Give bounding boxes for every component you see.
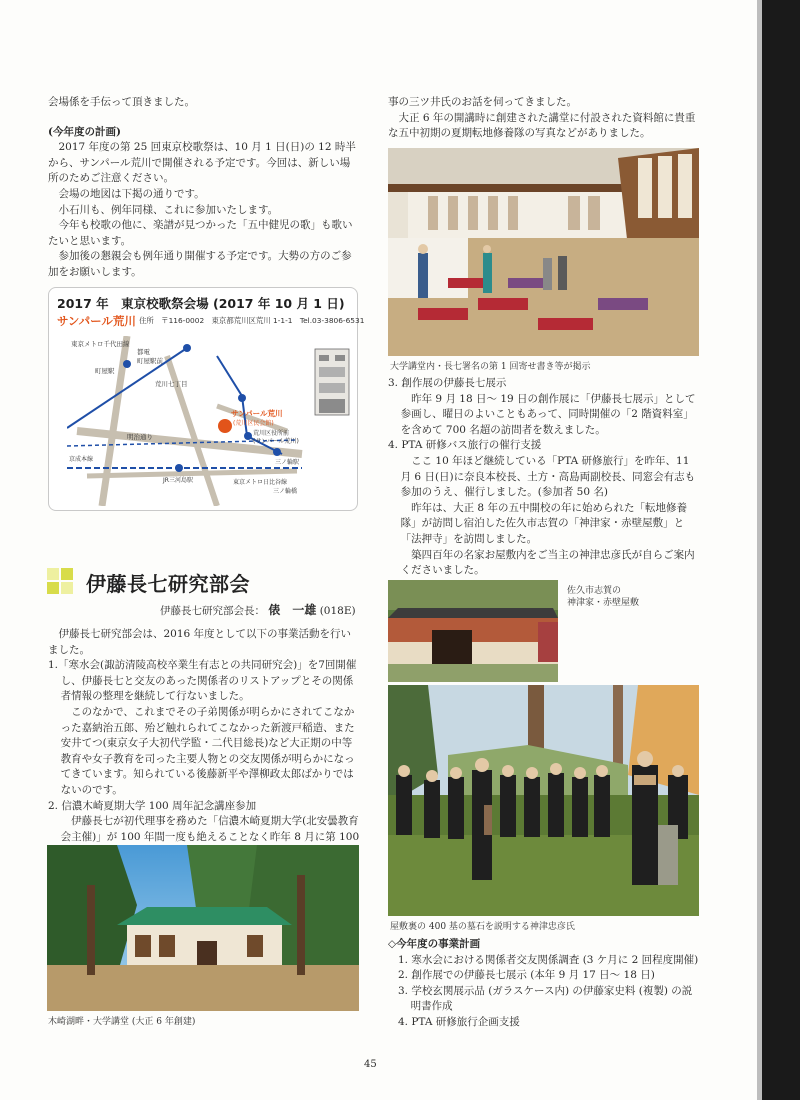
map-venue-name: サンパール荒川: [57, 314, 136, 328]
photo-caption-line: 佐久市志賀の: [567, 586, 622, 596]
photo-group-gravestones: [388, 685, 699, 916]
right-column-top: [388, 95, 700, 142]
plan-item: 2. 創作展での伊藤長七展示 (本年 9 月 17 日～ 18 日): [398, 969, 655, 982]
map-label: 町屋駅前: [137, 357, 163, 365]
photo-caption: 屋敷裏の 400 基の墓石を説明する神津忠彦氏: [390, 922, 575, 932]
continued-line: 事の三ツ井氏のお話を伺ってきました。: [388, 96, 577, 108]
section-body: [48, 627, 360, 877]
section-author: [160, 601, 355, 618]
author-role: 伊藤長七研究部会長：: [160, 605, 265, 617]
map-label: 三ノ輪橋: [273, 488, 298, 495]
section-title: 伊藤長七研究部会: [86, 572, 250, 596]
plan-item: 4. PTA 研修旅行企画支援: [398, 1015, 520, 1028]
map-label: 三ノ輪駅: [275, 459, 300, 466]
section-intro: 伊藤長七研究部会は、2016 年度として以下の事業活動を行いました。: [48, 628, 352, 656]
photo-caption: 大学講堂内・長七署名の第 1 回寄せ書き等が掲示: [390, 362, 591, 372]
author-class: (018E): [319, 605, 356, 617]
plans-heading: ◇今年度の事業計画: [388, 938, 481, 950]
activity-item-3: 3. 創作展の伊藤長七展示: [388, 377, 507, 389]
map-label: 町屋駅: [95, 367, 115, 375]
left-column: [48, 95, 360, 281]
photo-kizaki-hall: [47, 845, 359, 1011]
plan-paragraph: 小石川も、例年同様、これに参加いたします。: [58, 203, 279, 216]
activity-item-4-detail: 昨年は、大正 8 年の五中開校の年に始められた「転地修養隊」が訪問し宿泊した佐久市志賀の「神津家・赤壁屋敷」と「法押寺」を訪問しました。: [400, 501, 687, 545]
venue-marker: [218, 419, 232, 433]
map-label: 都電: [137, 348, 150, 356]
plan-paragraph: 2017 年度の第 25 回東京校歌祭は、10 月 1 日(日)の 12 時半から、サンパール荒川で開催される予定です。今回は、新しい場所のためご注意ください。: [48, 141, 356, 185]
plan-item: 3. 学校玄関展示品 (ガラスケース内) の伊藤家史料 (複製) の説明書作成: [398, 984, 693, 1013]
activity-item-1: 1.「寒水会(諏訪清陵高校卒業生有志との共同研究会)」を7回開催し、伊藤長七と交友のあった関係者のリストアップとその関係者情報の整理を継続して行ないました。: [48, 659, 357, 703]
photo-lecture-hall-interior: [388, 148, 699, 356]
map-label: (荒川区民会館): [233, 420, 274, 427]
map-label: JR三河島駅: [163, 477, 193, 484]
activity-item-2-detail: 伊藤長七が初代理事を務めた「信濃木崎夏期大学(北安曇教育会主催)」が 100 年間一度も絶えることなく昨年 8 月に第 100: [60, 815, 360, 843]
activity-item-1-detail: このなかで、これまでその子弟関係が明らかにされてこなかった嘉納治五郎、殆ど触れられてこなかった新渡戸稲造、また安井てつ(東京女子大初代学監・二代目総長)など大正期の中等教育や女子教育を司った主要人物との交友関係が明らかになってきています。知られている後藤新平や澤柳政太郎ばかりではないのです。: [60, 705, 355, 796]
plan-paragraph: 会場の地図は下掲の通りです。: [58, 187, 205, 200]
continued-paragraph: 大正 6 年の開講時に創建された講堂に付設された資料館に貴重な五中初期の夏期転地修養隊の写真などがありました。: [388, 111, 696, 140]
plan-heading: (今年度の計画): [48, 125, 121, 138]
venue-building-illustration: [313, 345, 351, 417]
venue-map: [67, 336, 307, 506]
map-label: (サンパール荒川): [253, 438, 299, 445]
plan-paragraph: 参加後の懇親会も例年通り開催する予定です。大勢の方のご参加をお願いします。: [48, 250, 352, 278]
activity-item-3-detail: 昨年 9 月 18 日～ 19 日の創作展に「伊藤長七展示」として参画し、曜日のよいこともあって、同時開催の「2 階資料室」を含めて 700 名超の訪問者を数えました。: [400, 392, 696, 436]
map-label: 荒川七丁目: [155, 380, 188, 388]
map-venue-label: サンパール荒川: [231, 409, 283, 418]
map-label: 明治通り: [127, 433, 153, 441]
map-title: 2017 年 東京校歌祭会場 (2017 年 10 月 1 日): [57, 296, 345, 311]
map-label: 東京メトロ千代田線: [71, 340, 130, 348]
photo-akakabe-house: [388, 580, 558, 682]
map-label: 東京メトロ日比谷線: [233, 479, 288, 486]
activity-item-4-detail: 築四百年の名家お屋敷内をご当主の神津忠彦氏が自らご案内くださいました。: [400, 548, 695, 577]
venue-map-card: [48, 287, 365, 511]
activity-item-4: 4. PTA 研修バス旅行の催行支援: [388, 439, 542, 452]
photo-caption-line: 神津家・赤壁屋敷: [567, 598, 640, 608]
page-number: 45: [364, 1059, 377, 1070]
section-bullet-icon: [47, 568, 77, 598]
map-label: 荒川区役所前: [253, 430, 290, 437]
right-column-mid: [388, 376, 700, 579]
plan-item: 1. 寒水会における関係者交友関係調査 (3 ケ月に 2 回程度開催): [398, 953, 699, 966]
photo-caption: 木崎湖畔・大学講堂 (大正 6 年創建): [48, 1017, 196, 1027]
activity-item-4-detail: ここ 10 年ほど継続している「PTA 研修旅行」を昨年、11 月 6 日(日)に奈良本校長、土方・高島両副校長、同窓会有志も参加のうえ、催行しました。(参加者 50 名): [400, 454, 696, 499]
scan-border: [762, 0, 800, 1100]
intro-line: 会場係を手伝って頂きました。: [48, 96, 195, 108]
map-label: 京成本線: [69, 456, 94, 463]
map-address: 住所 〒116-0002 東京都荒川区荒川 1-1-1 Tel.03-3806-6531: [139, 316, 365, 325]
author-name: 俵 一雄: [268, 603, 317, 617]
plan-paragraph: 今年も校歌の他に、楽譜が見つかった「五中健児の歌」も歌いたいと思います。: [48, 219, 353, 247]
plans-section: [388, 937, 700, 1031]
activity-item-2: 2. 信濃木崎夏期大学 100 周年記念講座参加: [48, 799, 257, 812]
